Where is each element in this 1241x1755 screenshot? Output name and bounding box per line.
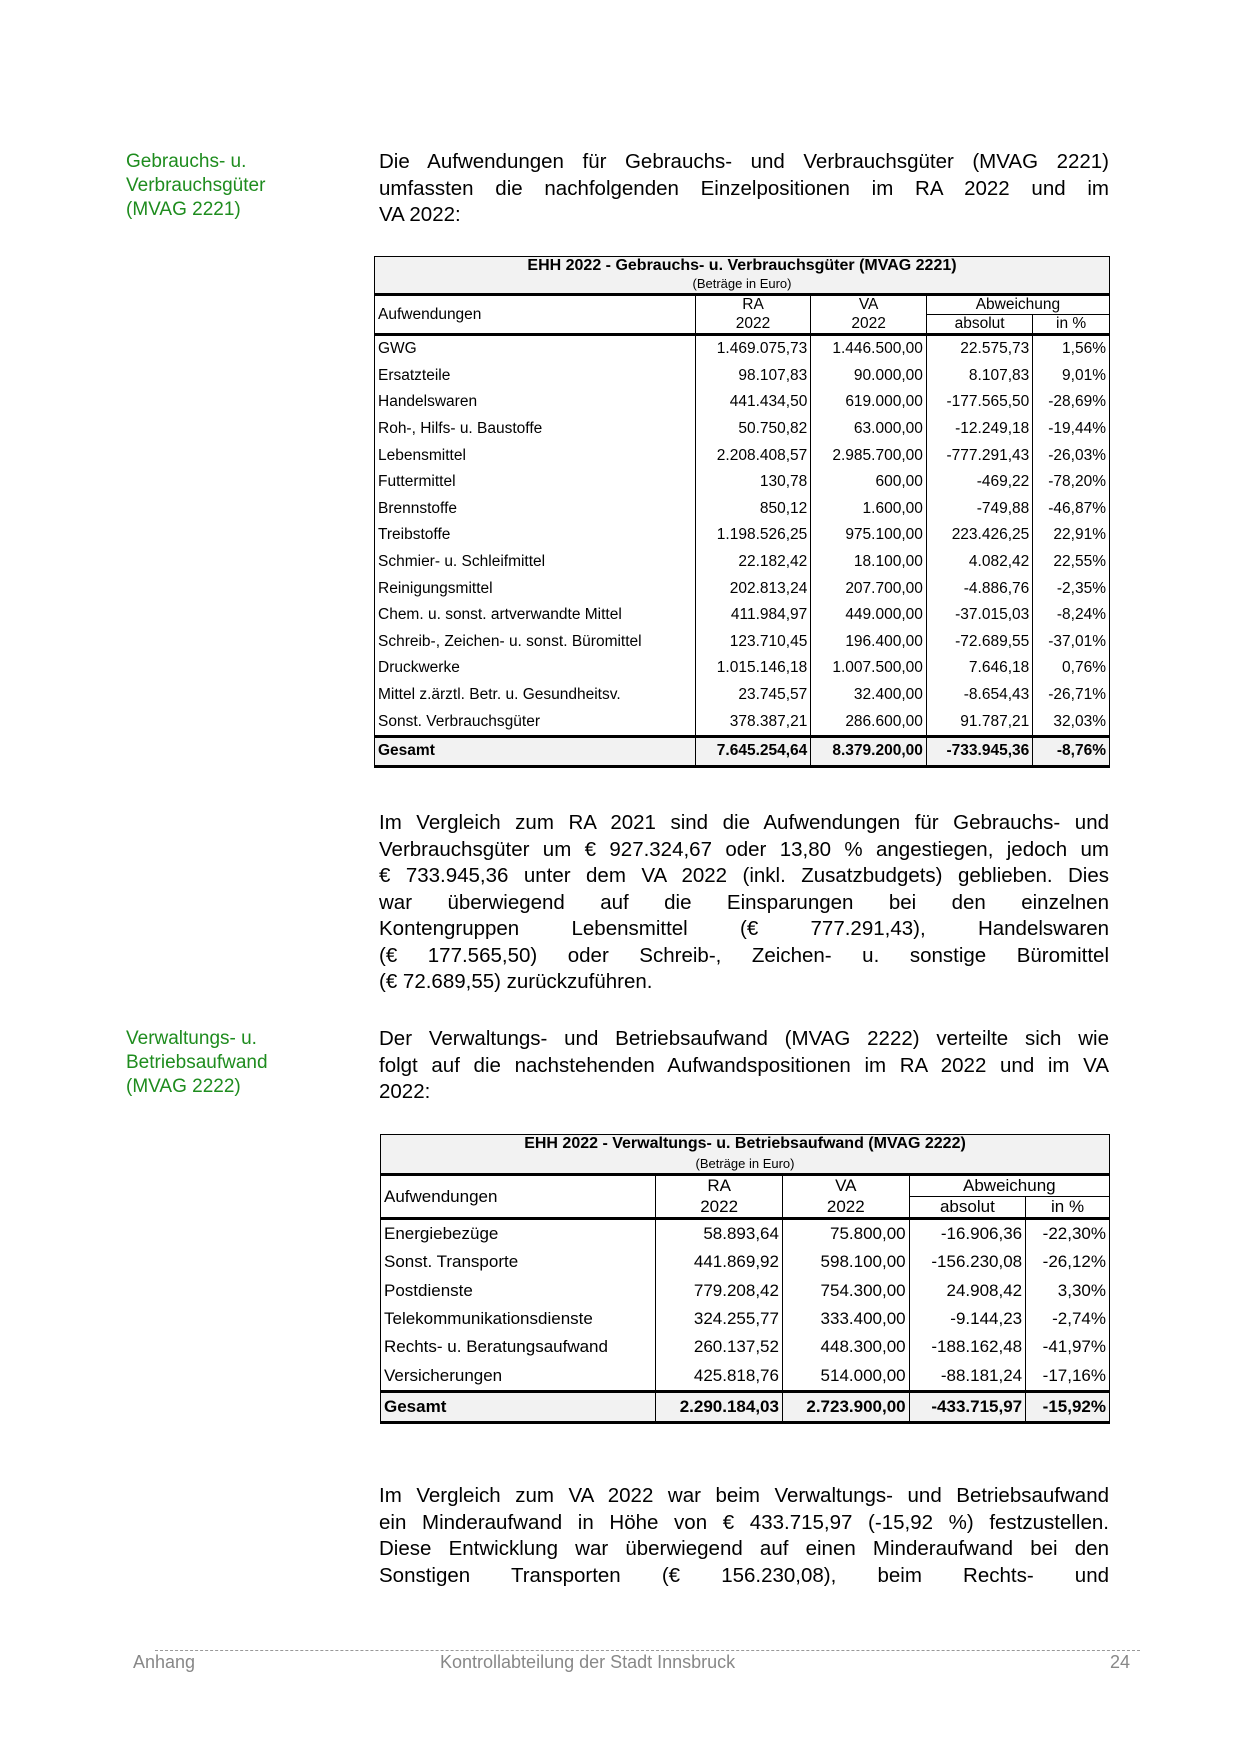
label-cell: Schmier- u. Schleifmittel (375, 549, 696, 576)
table-row (375, 442, 1110, 469)
value-cell: 0,76% (1033, 655, 1110, 682)
side-label-mvag-2221 (126, 150, 265, 222)
comment-paragraph-2222 (379, 1483, 1109, 1589)
text-line: Kontengruppen Lebensmittel (€ 777.291,43), Handelswaren (379, 917, 1109, 940)
value-cell: 324.255,77 (656, 1305, 783, 1333)
value-cell: 378.387,21 (695, 708, 811, 736)
total-label-cell: Gesamt (381, 1391, 656, 1422)
value-cell: -26,12% (1026, 1248, 1110, 1276)
value-cell: 333.400,00 (782, 1305, 909, 1333)
value-cell: 18.100,00 (811, 549, 927, 576)
value-cell: -46,87% (1033, 496, 1110, 523)
footer-divider (155, 1650, 1140, 1651)
value-cell: -469,22 (926, 469, 1032, 496)
footer-page-number: 24 (1110, 1652, 1131, 1672)
table-title: EHH 2022 - Gebrauchs- u. Verbrauchsgüter (MVAG 2221) (527, 257, 957, 274)
table-row (375, 549, 1110, 576)
value-cell: -26,03% (1033, 442, 1110, 469)
text-line: (€ 177.565,50) oder Schreib-, Zeichen- u. sonstige Büromittel (379, 943, 1109, 967)
value-cell: 598.100,00 (782, 1248, 909, 1276)
value-cell: 130,78 (695, 469, 811, 496)
table-subtitle: (Beträge in Euro) (692, 276, 792, 291)
label-cell: Reinigungsmittel (375, 575, 696, 602)
value-cell: 2.985.700,00 (811, 442, 927, 469)
value-cell: -88.181,24 (909, 1361, 1026, 1391)
label-cell: Handelswaren (375, 389, 696, 416)
text-line: Gebrauchs- u. (126, 151, 247, 172)
header-percent: in % (1033, 315, 1110, 335)
table-row (381, 1248, 1110, 1276)
side-label-mvag-2222 (126, 1027, 268, 1099)
value-cell: 286.600,00 (811, 708, 927, 736)
header-percent: in % (1026, 1197, 1110, 1219)
value-cell: -156.230,08 (909, 1248, 1026, 1276)
value-cell: -8,24% (1033, 602, 1110, 629)
value-cell: -2,35% (1033, 575, 1110, 602)
label-cell: Roh-, Hilfs- u. Baustoffe (375, 416, 696, 443)
value-cell: -72.689,55 (926, 629, 1032, 656)
text-line: folgt auf die nachstehenden Aufwandspositionen im RA 2022 und im VA (379, 1053, 1109, 1077)
header-ra: RA (695, 295, 811, 315)
value-cell: 514.000,00 (782, 1361, 909, 1391)
value-cell: -37,01% (1033, 629, 1110, 656)
value-cell: -78,20% (1033, 469, 1110, 496)
value-cell: 91.787,21 (926, 708, 1032, 736)
value-cell: -16.906,36 (909, 1219, 1026, 1249)
value-cell: 123.710,45 (695, 629, 811, 656)
header-aufwendungen: Aufwendungen (375, 295, 696, 335)
value-cell: 754.300,00 (782, 1277, 909, 1305)
value-cell: -12.249,18 (926, 416, 1032, 443)
value-cell: 441.434,50 (695, 389, 811, 416)
text-line: (MVAG 2221) (126, 199, 241, 220)
intro-paragraph-2222 (379, 1026, 1109, 1106)
label-cell: Treibstoffe (375, 522, 696, 549)
value-cell: 2.208.408,57 (695, 442, 811, 469)
value-cell: 441.869,92 (656, 1248, 783, 1276)
value-cell: -188.162,48 (909, 1333, 1026, 1361)
value-cell: 98.107,83 (695, 363, 811, 390)
header-ra: RA (656, 1175, 783, 1197)
table-row (375, 602, 1110, 629)
table-title-cell (381, 1135, 1110, 1175)
value-cell: -749,88 (926, 496, 1032, 523)
value-cell: 32.400,00 (811, 682, 927, 709)
total-value-cell: 2.723.900,00 (782, 1391, 909, 1422)
header-row (375, 295, 1110, 315)
value-cell: 975.100,00 (811, 522, 927, 549)
label-cell: Lebensmittel (375, 442, 696, 469)
header-abweichung: Abweichung (926, 295, 1109, 315)
table-row (375, 655, 1110, 682)
value-cell: 1,56% (1033, 335, 1110, 363)
total-value-cell: 7.645.254,64 (695, 736, 811, 766)
text-line: umfassten die nachfolgenden Einzelpositionen im RA 2022 und im (379, 176, 1109, 200)
value-cell: 50.750,82 (695, 416, 811, 443)
value-cell: -777.291,43 (926, 442, 1032, 469)
comment-paragraph-2221 (379, 810, 1109, 996)
value-cell: 1.446.500,00 (811, 335, 927, 363)
header-va-year: 2022 (811, 315, 927, 335)
value-cell: 8.107,83 (926, 363, 1032, 390)
table-row (375, 522, 1110, 549)
text-line: Die Aufwendungen für Gebrauchs- und Verbrauchsgüter (MVAG 2221) (379, 150, 1109, 173)
label-cell: Mittel z.ärztl. Betr. u. Gesundheitsv. (375, 682, 696, 709)
text-line: war überwiegend auf die Einsparungen bei den einzelnen (379, 890, 1109, 914)
value-cell: 1.469.075,73 (695, 335, 811, 363)
value-cell: 4.082,42 (926, 549, 1032, 576)
table-title-cell (375, 257, 1110, 295)
value-cell: 260.137,52 (656, 1333, 783, 1361)
total-label-cell: Gesamt (375, 736, 696, 766)
value-cell: 207.700,00 (811, 575, 927, 602)
value-cell: -2,74% (1026, 1305, 1110, 1333)
label-cell: Schreib-, Zeichen- u. sonst. Büromittel (375, 629, 696, 656)
value-cell: -9.144,23 (909, 1305, 1026, 1333)
total-value-cell: 2.290.184,03 (656, 1391, 783, 1422)
header-row (381, 1175, 1110, 1197)
table-subtitle: (Beträge in Euro) (695, 1156, 795, 1171)
header-aufwendungen: Aufwendungen (381, 1175, 656, 1219)
value-cell: 196.400,00 (811, 629, 927, 656)
value-cell: -19,44% (1033, 416, 1110, 443)
value-cell: 600,00 (811, 469, 927, 496)
header-va-year: 2022 (782, 1197, 909, 1219)
table-row (375, 575, 1110, 602)
value-cell: 23.745,57 (695, 682, 811, 709)
text-line: (€ 72.689,55) zurückzuführen. (379, 970, 653, 993)
header-absolut: absolut (909, 1197, 1026, 1219)
table-row (375, 682, 1110, 709)
value-cell: -41,97% (1026, 1333, 1110, 1361)
label-cell: Postdienste (381, 1277, 656, 1305)
value-cell: -17,16% (1026, 1361, 1110, 1391)
footer-left: Anhang (133, 1652, 196, 1672)
label-cell: Futtermittel (375, 469, 696, 496)
table-row (375, 335, 1110, 363)
total-value-cell: -733.945,36 (926, 736, 1032, 766)
value-cell: 202.813,24 (695, 575, 811, 602)
header-va: VA (782, 1175, 909, 1197)
text-line: Der Verwaltungs- und Betriebsaufwand (MVAG 2222) verteilte sich wie (379, 1027, 1109, 1050)
label-cell: Druckwerke (375, 655, 696, 682)
value-cell: 58.893,64 (656, 1219, 783, 1249)
label-cell: Chem. u. sonst. artverwandte Mittel (375, 602, 696, 629)
text-line: Verbrauchsgüter (126, 175, 266, 196)
header-va: VA (811, 295, 927, 315)
value-cell: 850,12 (695, 496, 811, 523)
table-row (375, 389, 1110, 416)
value-cell: 9,01% (1033, 363, 1110, 390)
text-line: € 733.945,36 unter dem VA 2022 (inkl. Zusatzbudgets) geblieben. Dies (379, 864, 1109, 887)
value-cell: 425.818,76 (656, 1361, 783, 1391)
table-row (375, 469, 1110, 496)
table-mvag-2222 (380, 1134, 1110, 1424)
label-cell: Rechts- u. Beratungsaufwand (381, 1333, 656, 1361)
text-line: Im Vergleich zum VA 2022 war beim Verwaltungs- und Betriebsaufwand (379, 1484, 1109, 1507)
value-cell: 7.646,18 (926, 655, 1032, 682)
value-cell: -37.015,03 (926, 602, 1032, 629)
value-cell: -4.886,76 (926, 575, 1032, 602)
value-cell: 22.182,42 (695, 549, 811, 576)
total-value-cell: -15,92% (1026, 1391, 1110, 1422)
label-cell: Ersatzteile (375, 363, 696, 390)
label-cell: Energiebezüge (381, 1219, 656, 1249)
text-line: Diese Entwicklung war überwiegend auf einen Minderaufwand bei den (379, 1537, 1109, 1560)
value-cell: 22,55% (1033, 549, 1110, 576)
value-cell: 24.908,42 (909, 1277, 1026, 1305)
total-value-cell: -8,76% (1033, 736, 1110, 766)
total-row (381, 1391, 1110, 1422)
table-row (375, 416, 1110, 443)
value-cell: 1.015.146,18 (695, 655, 811, 682)
value-cell: -28,69% (1033, 389, 1110, 416)
table-row (375, 363, 1110, 390)
header-ra-year: 2022 (656, 1197, 783, 1219)
total-value-cell: 8.379.200,00 (811, 736, 927, 766)
value-cell: 411.984,97 (695, 602, 811, 629)
intro-paragraph-2221 (379, 149, 1109, 229)
text-line: ein Minderaufwand in Höhe von € 433.715,97 (-15,92 %) festzustellen. (379, 1510, 1109, 1534)
value-cell: 22,91% (1033, 522, 1110, 549)
value-cell: -26,71% (1033, 682, 1110, 709)
value-cell: -22,30% (1026, 1219, 1110, 1249)
value-cell: 22.575,73 (926, 335, 1032, 363)
table-mvag-2221 (374, 256, 1110, 768)
text-line: (MVAG 2222) (126, 1076, 241, 1097)
table-row (375, 629, 1110, 656)
value-cell: 1.600,00 (811, 496, 927, 523)
value-cell: -8.654,43 (926, 682, 1032, 709)
header-absolut: absolut (926, 315, 1032, 335)
table-row (381, 1219, 1110, 1249)
value-cell: 448.300,00 (782, 1333, 909, 1361)
value-cell: 1.198.526,25 (695, 522, 811, 549)
table-row (381, 1305, 1110, 1333)
table-row (381, 1361, 1110, 1391)
text-line: VA 2022: (379, 203, 461, 226)
value-cell: 223.426,25 (926, 522, 1032, 549)
table-row (381, 1333, 1110, 1361)
text-line: Verwaltungs- u. (126, 1028, 257, 1049)
value-cell: 90.000,00 (811, 363, 927, 390)
text-line: 2022: (379, 1080, 431, 1103)
footer-center: Kontrollabteilung der Stadt Innsbruck (440, 1652, 736, 1672)
total-row (375, 736, 1110, 766)
total-value-cell: -433.715,97 (909, 1391, 1026, 1422)
text-line: Im Vergleich zum RA 2021 sind die Aufwendungen für Gebrauchs- und (379, 811, 1109, 834)
value-cell: -177.565,50 (926, 389, 1032, 416)
text-line: Betriebsaufwand (126, 1052, 268, 1073)
value-cell: 32,03% (1033, 708, 1110, 736)
label-cell: Sonst. Verbrauchsgüter (375, 708, 696, 736)
value-cell: 619.000,00 (811, 389, 927, 416)
value-cell: 63.000,00 (811, 416, 927, 443)
label-cell: Sonst. Transporte (381, 1248, 656, 1276)
header-ra-year: 2022 (695, 315, 811, 335)
value-cell: 779.208,42 (656, 1277, 783, 1305)
label-cell: Versicherungen (381, 1361, 656, 1391)
table-row (375, 496, 1110, 523)
label-cell: GWG (375, 335, 696, 363)
table-row (375, 708, 1110, 736)
table-title: EHH 2022 - Verwaltungs- u. Betriebsaufwand (MVAG 2222) (524, 1135, 966, 1152)
table-row (381, 1277, 1110, 1305)
value-cell: 75.800,00 (782, 1219, 909, 1249)
text-line: Verbrauchsgüter um € 927.324,67 oder 13,80 % angestiegen, jedoch um (379, 837, 1109, 861)
value-cell: 449.000,00 (811, 602, 927, 629)
value-cell: 3,30% (1026, 1277, 1110, 1305)
header-abweichung: Abweichung (909, 1175, 1109, 1197)
label-cell: Brennstoffe (375, 496, 696, 523)
value-cell: 1.007.500,00 (811, 655, 927, 682)
text-line: Sonstigen Transporten (€ 156.230,08), beim Rechts- und (379, 1563, 1109, 1587)
label-cell: Telekommunikationsdienste (381, 1305, 656, 1333)
